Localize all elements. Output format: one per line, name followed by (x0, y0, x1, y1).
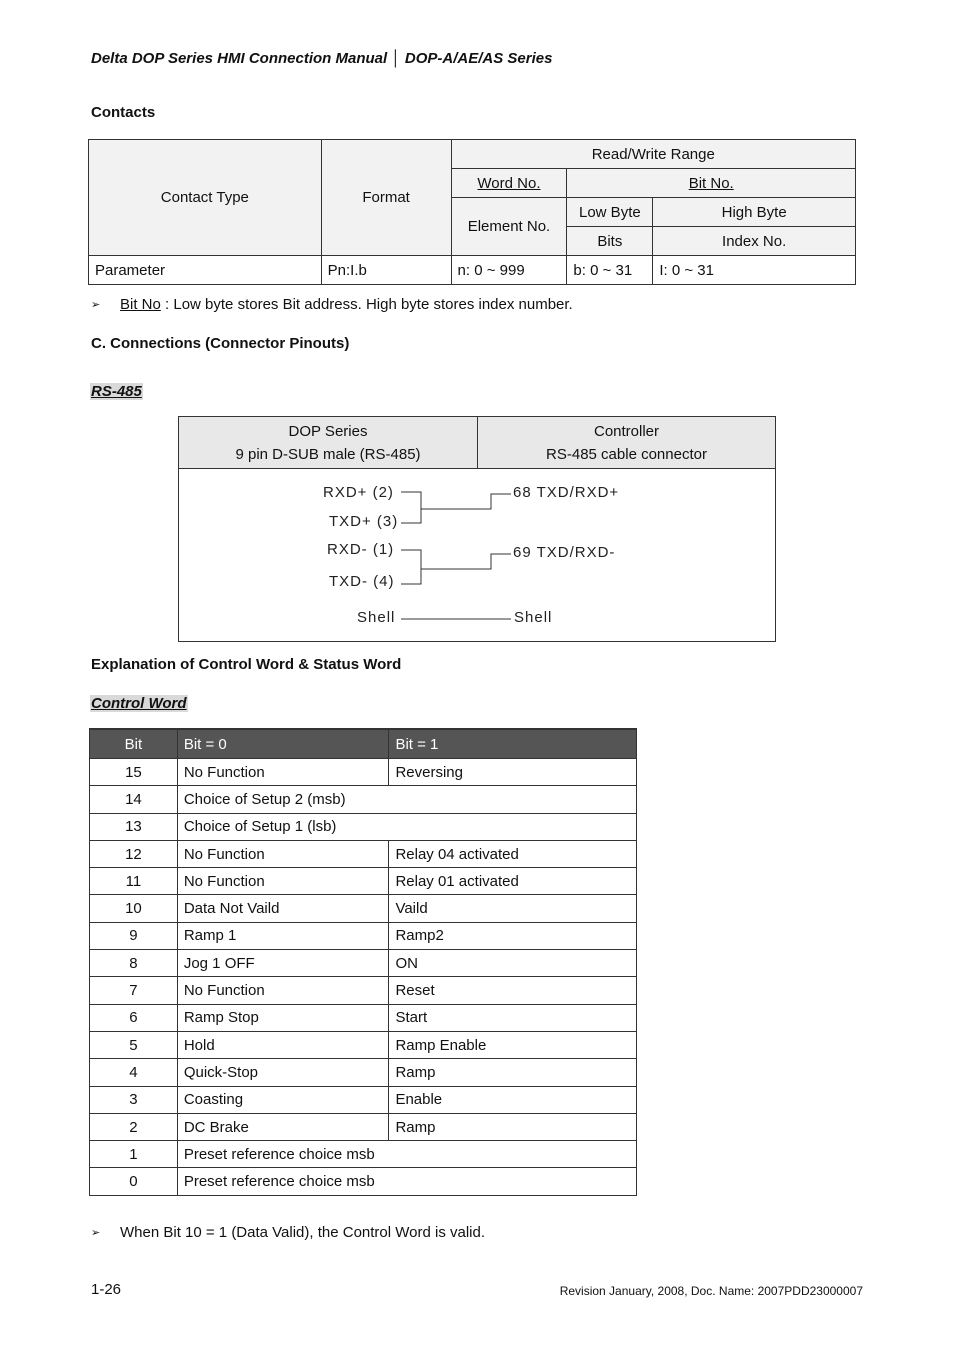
cell-bit0: Data Not Vaild (177, 895, 389, 922)
table-header-row (90, 729, 637, 759)
cell-bit: 4 (90, 1059, 178, 1086)
note-text: : Low byte stores Bit address. High byte stores index number. (160, 296, 573, 313)
table-row (90, 1059, 637, 1086)
controller-head-line2: RS-485 cable connector (546, 445, 707, 463)
dop-head-line2: 9 pin D-SUB male (RS-485) (235, 445, 421, 463)
cell-bit0: No Function (177, 868, 389, 895)
control-word-note (91, 1224, 485, 1241)
cell-bit: 8 (90, 950, 178, 977)
cell-bit1: Relay 01 activated (389, 868, 637, 895)
th-index-no: Index No. (653, 227, 856, 256)
th-bits: Bits (567, 227, 653, 256)
dop-head-line1: DOP Series (288, 422, 368, 440)
table-row (90, 1113, 637, 1140)
cell-description: Choice of Setup 2 (msb) (177, 786, 636, 813)
table-row (90, 950, 637, 977)
table-row (90, 868, 637, 895)
col-bit1: Bit = 1 (389, 729, 637, 759)
table-row (90, 895, 637, 922)
revision-info: Revision January, 2008, Doc. Name: 2007PDD23000007 (559, 1284, 863, 1298)
table-row (90, 840, 637, 867)
cell-description: Choice of Setup 1 (lsb) (177, 813, 636, 840)
bit-no-note (91, 296, 573, 313)
table-row (90, 1004, 637, 1031)
cell-bit0: No Function (177, 977, 389, 1004)
cell-bit: 7 (90, 977, 178, 1004)
contacts-table (88, 139, 856, 285)
cell-bit1: Relay 04 activated (389, 840, 637, 867)
table-row (90, 1086, 637, 1113)
arrow-bullet-icon: ➢ (91, 1227, 101, 1239)
wire-plus-bridge (401, 492, 421, 523)
wire-minus-link (421, 554, 511, 569)
col-bit: Bit (90, 729, 178, 759)
pin-txd-minus: TXD- (4) (329, 573, 395, 590)
table-row (90, 977, 637, 1004)
rs485-subheading: RS-485 (91, 383, 142, 400)
cell-bit1: Start (389, 1004, 637, 1031)
controller-head-line1: Controller (593, 422, 660, 440)
cell-bit0: Ramp Stop (177, 1004, 389, 1031)
cell-bit0: Ramp 1 (177, 922, 389, 949)
cell-index-no: I: 0 ~ 31 (653, 256, 856, 285)
cell-bit: 0 (90, 1168, 178, 1195)
table-row (90, 1031, 637, 1058)
th-format: Format (321, 140, 451, 256)
table-row (90, 813, 637, 840)
cell-bit1: Ramp Enable (389, 1031, 637, 1058)
cell-bit1: Ramp (389, 1113, 637, 1140)
table-row (90, 922, 637, 949)
th-element-no: Element No. (451, 198, 567, 256)
document-header: Delta DOP Series HMI Connection Manual │ DOP-A/AE/AS Series (91, 50, 553, 67)
explanation-heading: Explanation of Control Word & Status Word (91, 656, 402, 673)
cell-bit0: DC Brake (177, 1113, 389, 1140)
table-row (90, 1168, 637, 1195)
cell-element-no: n: 0 ~ 999 (451, 256, 567, 285)
cell-bits: b: 0 ~ 31 (567, 256, 653, 285)
th-bit-no: Bit No. (688, 174, 734, 192)
cell-bit: 11 (90, 868, 178, 895)
cell-format: Pn:I.b (321, 256, 451, 285)
cell-bit0: No Function (177, 840, 389, 867)
cell-bit: 5 (90, 1031, 178, 1058)
th-high-byte: High Byte (653, 198, 856, 227)
arrow-bullet-icon: ➢ (91, 299, 101, 311)
cell-bit0: Jog 1 OFF (177, 950, 389, 977)
cell-bit: 10 (90, 895, 178, 922)
cell-description: Preset reference choice msb (177, 1141, 636, 1168)
table-row (89, 256, 856, 285)
cell-bit: 13 (90, 813, 178, 840)
cell-bit0: No Function (177, 759, 389, 786)
control-word-table (89, 728, 637, 1196)
cell-contact-type: Parameter (89, 256, 322, 285)
table-row (90, 786, 637, 813)
cell-bit: 2 (90, 1113, 178, 1140)
cell-bit: 9 (90, 922, 178, 949)
wire-plus-link (421, 494, 511, 509)
cell-bit: 1 (90, 1141, 178, 1168)
table-row (90, 759, 637, 786)
page-number: 1-26 (91, 1281, 122, 1298)
contacts-heading: Contacts (91, 104, 156, 121)
table-row (90, 1141, 637, 1168)
pin-controller-plus: 68 TXD/RXD+ (513, 484, 620, 501)
connections-heading: C. Connections (Connector Pinouts) (91, 335, 350, 352)
cell-bit: 15 (90, 759, 178, 786)
pin-txd-plus: TXD+ (3) (329, 513, 399, 530)
pin-shell-left: Shell (357, 609, 396, 626)
control-word-subheading: Control Word (91, 695, 187, 712)
pin-shell-right: Shell (514, 609, 553, 626)
cell-description: Preset reference choice msb (177, 1168, 636, 1195)
cell-bit1: Vaild (389, 895, 637, 922)
cell-bit1: Reset (389, 977, 637, 1004)
th-contact-type: Contact Type (89, 140, 322, 256)
cell-bit: 3 (90, 1086, 178, 1113)
pinout-diagram (178, 416, 776, 642)
cell-bit0: Coasting (177, 1086, 389, 1113)
th-low-byte: Low Byte (567, 198, 653, 227)
col-bit0: Bit = 0 (177, 729, 389, 759)
cell-bit1: Ramp2 (389, 922, 637, 949)
cell-bit1: Enable (389, 1086, 637, 1113)
wire-minus-bridge (401, 550, 421, 584)
wiring-lines (179, 417, 775, 641)
cell-bit1: Reversing (389, 759, 637, 786)
cell-bit: 14 (90, 786, 178, 813)
note-text: When Bit 10 = 1 (Data Valid), the Control Word is valid. (120, 1224, 486, 1241)
cell-bit1: ON (389, 950, 637, 977)
cell-bit: 6 (90, 1004, 178, 1031)
cell-bit0: Quick-Stop (177, 1059, 389, 1086)
cell-bit0: Hold (177, 1031, 389, 1058)
cell-bit: 12 (90, 840, 178, 867)
pin-controller-minus: 69 TXD/RXD- (513, 544, 616, 561)
th-rw-range: Read/Write Range (451, 140, 855, 169)
note-term: Bit No (120, 296, 161, 313)
th-word-no: Word No. (477, 174, 541, 192)
cell-bit1: Ramp (389, 1059, 637, 1086)
pin-rxd-plus: RXD+ (2) (323, 484, 394, 501)
pin-rxd-minus: RXD- (1) (327, 541, 395, 558)
